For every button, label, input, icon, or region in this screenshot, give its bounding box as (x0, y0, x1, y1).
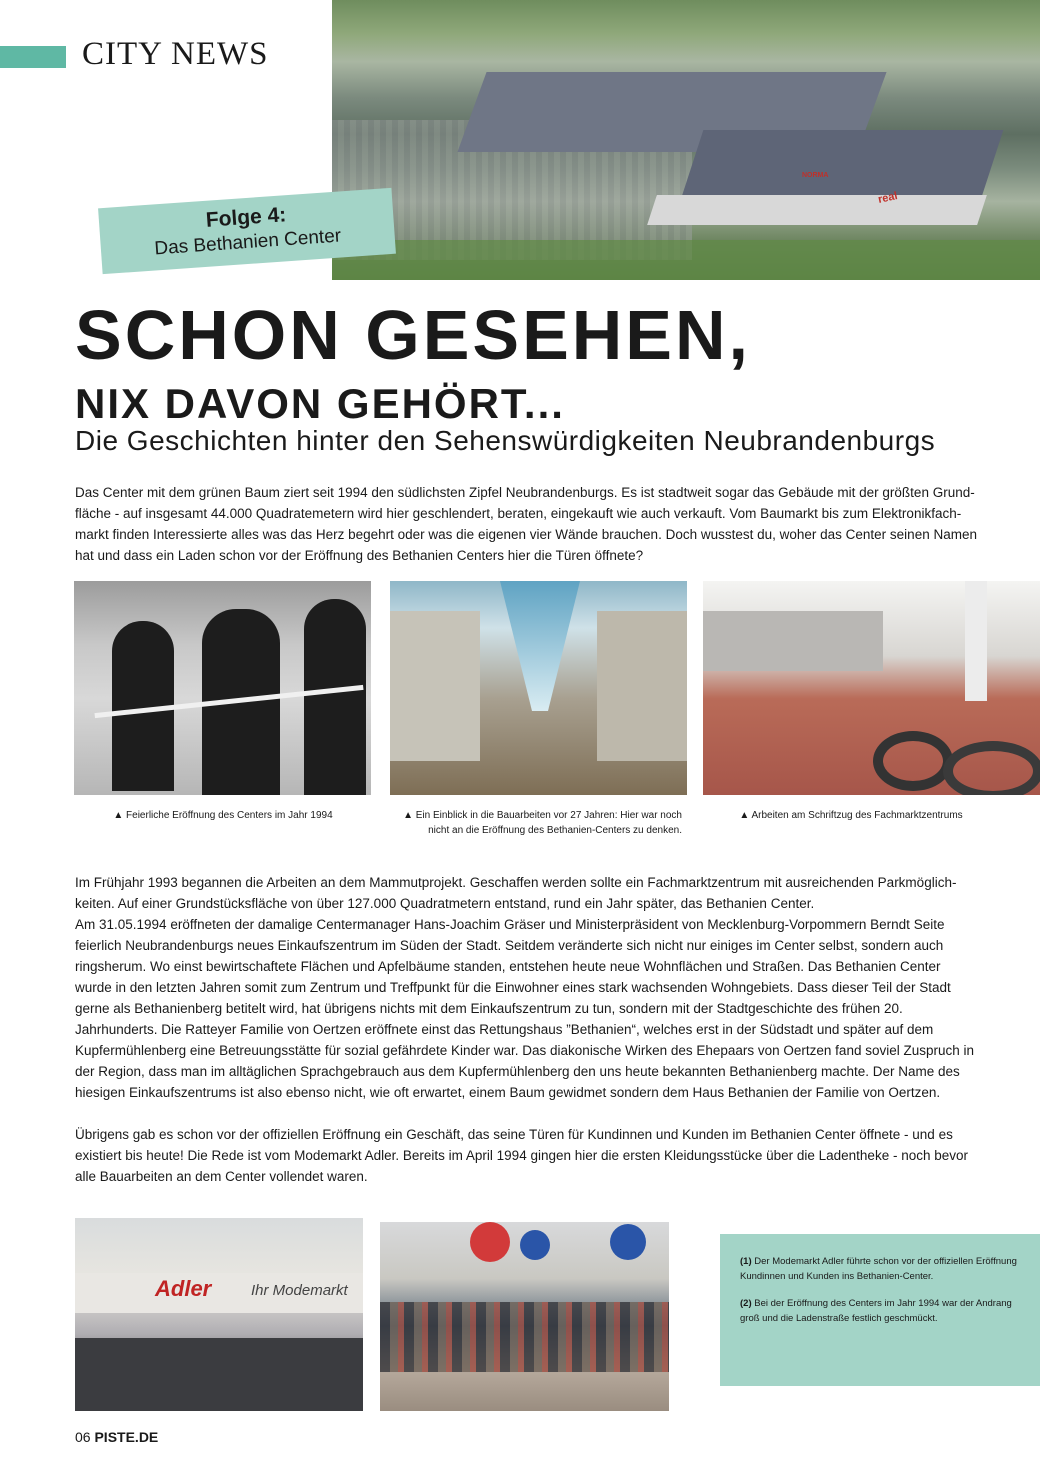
headline-subtitle: Die Geschichten hinter den Sehenswürdigkeiten Neubrandenburgs (75, 425, 936, 456)
building-wall (703, 611, 883, 671)
balloon (470, 1222, 510, 1262)
info-text: Der Modemarkt Adler führte schon vor der offiziellen Eröffnung Kundinnen und Kunden ins Bethanien-Center. (740, 1256, 1017, 1282)
body-paragraph-adler: Übrigens gab es schon vor der offiziellen Eröffnung ein Geschäft, das seine Türen für Kundinnen und Kunden im Bethanien Center öffnete - und es existiert bis heute! Die Rede ist vom Modemarkt Adler. Bereits im April 1994 gingen hier die ersten Kleidungsstücke über die Ladentheke - noch bevor alle Bauarbeiten an dem Center vollendet waren. (75, 1127, 968, 1184)
building-facade (647, 195, 987, 225)
intro-paragraph: Das Center mit dem grünen Baum ziert seit 1994 den südlichsten Zipfel Neubrandenburgs. Es ist stadtweit sogar das Gebäude mit der größten Grundfläche - auf insgesamt 44.000 Quadratemetern wird hier geschlendert, beraten, eingekauft wie auch verkauft. Vom Baumarkt bis zum Elektronikfachmarkt finden Interessierte alles was das Herz begehrt oder was die eigenen vier Wände brauchen. Doch wusstest du, woher das Center seinen Namen hat und dass ein Laden schon vor der Eröffnung des Bethanien Centers hier die Türen öffnete? (75, 485, 977, 563)
adler-logo: Adler (155, 1276, 212, 1301)
info-item-1 (740, 1254, 1020, 1284)
hero-sign-norma: NORMA (802, 172, 829, 179)
shopfront-left (390, 611, 480, 761)
body-paragraph: Im Frühjahr 1993 begannen die Arbeiten an dem Mammutprojekt. Geschaffen werden sollte ein Fachmarktzentrum mit ausreichenden Parkmöglichkeiten. Auf einer Grundstücksfläche von über 127.000 Quadratmetern entstand, rund ein Jahr später, das Bethanien Center. (75, 875, 957, 911)
accent-bar (0, 46, 66, 68)
balloon (520, 1230, 550, 1260)
grass-strip (332, 240, 1040, 280)
opening-crowd-photo (380, 1222, 669, 1411)
info-item-2 (740, 1296, 1020, 1326)
page-number: 06 (75, 1429, 91, 1445)
body-paragraph: Am 31.05.1994 eröffneten der damalige Centermanager Hans-Joachim Gräser und Ministerpräsident von Mecklenburg-Vorpommern Berndt Seite feierlich Neubrandenburgs neues Einkaufszentrum im Süden der Stadt. Seitdem veränderte sich nicht nur einiges im Center selbst, sondern auch ringsherum. Wo einst bewirtschaftete Flächen und Apfelbäume standen, entstehen heute neue Wohnflächen und Straßen. Das Bethanien Center wurde in den letzten Jahren somit zum Zentrum und Treffpunkt für die Einwohner eines stark wachsenden Wohngebiets. Dass dieser Teil der Stadt gerne als Bethanienberg betitelt wird, hat übrigens nichts mit dem Einkaufszentrum zu tun, sondern mit der Stadtgeschichte des frühen 20. Jahrhunderts. Die Ratteyer Familie von Oertzen eröffnete einst das Rettungshaus ”Bethanien“, welches erst in der Südstadt und später auf dem Kupfermühlenberg eine Betreuungsstätte für sozial gefährdete Kinder war. Das diakonische Wirken des Ehepaars von Oertzen fand soviel Zuspruch in der Region, dass man im alltäglichen Sprachgebrauch aus dem Kupfermühlenberg den uns heute bekannten Bethanienberg machte. Der Name des hiesigen Einkaufszentrums ist also ebenso nicht, wie oft erwartet, einem Baum gewidmet sondern dem Haus Bethanien der Familie von Oertzen. (75, 917, 975, 1100)
hero-sign-real: real (876, 190, 899, 206)
crowd (380, 1302, 669, 1372)
column (965, 581, 987, 701)
info-number: (2) (740, 1298, 752, 1309)
person-silhouette (304, 599, 366, 795)
letter-shape (873, 731, 953, 791)
headline-line-1: SCHON GESEHEN, (75, 296, 751, 374)
lettering-work-photo (703, 581, 1040, 795)
store-sign-text: Ihr Modemarkt (251, 1282, 348, 1299)
opening-ceremony-photo (74, 581, 371, 795)
caption-photo-2: ▲ Ein Einblick in die Bauarbeiten vor 27 Jahren: Hier war noch nicht an die Eröffnung des Bethanien-Centers zu denken. (403, 810, 682, 836)
shopfront-right (597, 611, 687, 761)
series-title: Das Bethanien Center (153, 225, 342, 260)
building-roof (681, 130, 1004, 200)
info-number: (1) (740, 1256, 752, 1267)
hero-aerial-photo (332, 0, 1040, 280)
caption-photo-3: ▲ Arbeiten am Schriftzug des Fachmarktzentrums (739, 810, 963, 821)
construction-interior-photo (390, 581, 687, 795)
caption-photo-1: ▲ Feierliche Eröffnung des Centers im Jahr 1994 (113, 810, 333, 821)
body-section (75, 872, 981, 1103)
adler-store-photo (75, 1218, 363, 1411)
page-footer (75, 1429, 158, 1445)
headline-line-2: NIX DAVON GEHÖRT... (75, 380, 565, 427)
photo-info-box (720, 1234, 1040, 1386)
series-number: Folge 4: (205, 203, 288, 232)
info-text: Bei der Eröffnung des Centers im Jahr 1994 war der Andrang groß und die Ladenstraße festlich geschmückt. (740, 1298, 1012, 1324)
letter-shape (943, 741, 1040, 795)
site-name: PISTE.DE (94, 1429, 159, 1445)
skylight-roof (500, 581, 580, 711)
parked-cars (75, 1338, 363, 1411)
section-label: CITY NEWS (82, 36, 269, 72)
balloon (610, 1224, 646, 1260)
